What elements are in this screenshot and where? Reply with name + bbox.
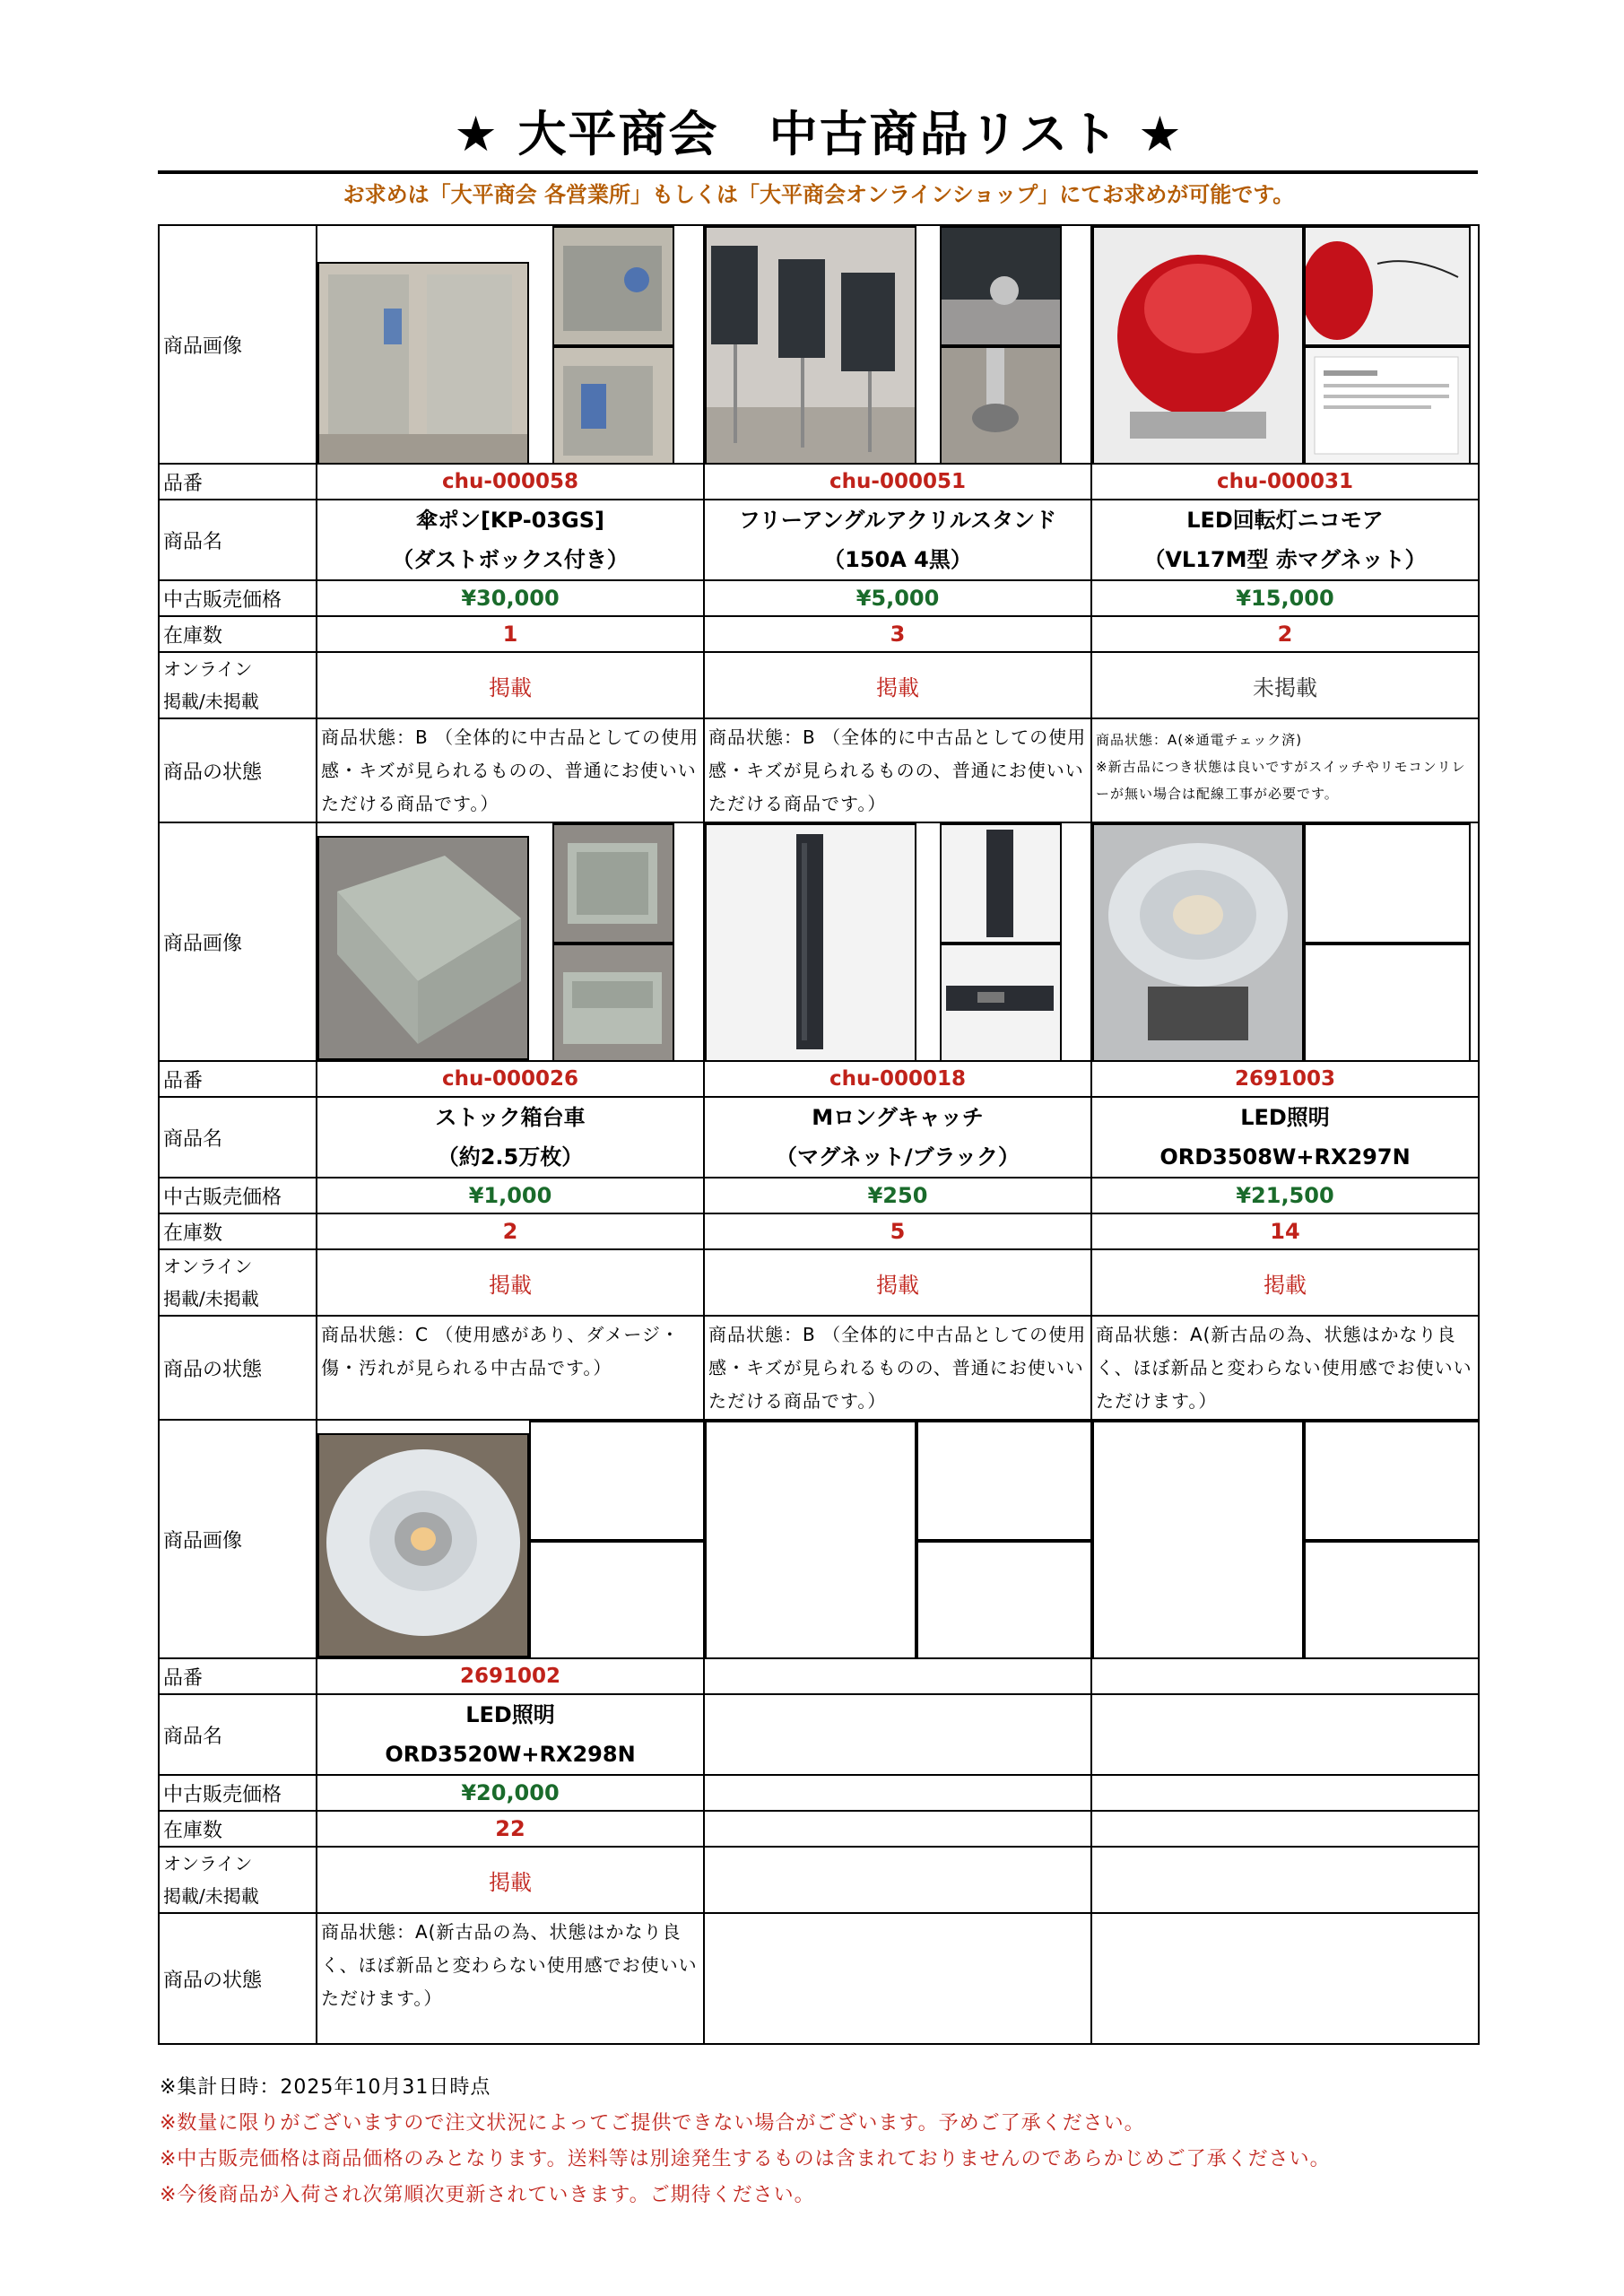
product-image-cell	[1091, 225, 1479, 464]
empty-cell	[1091, 1694, 1479, 1775]
empty-photo-sub2	[916, 1541, 1091, 1658]
empty-cell	[1091, 1847, 1479, 1913]
product-image-cell	[1091, 1420, 1479, 1658]
product-photo-sub2	[940, 346, 1062, 464]
product-stock: 5	[704, 1213, 1091, 1249]
label-online: オンライン 掲載/未掲載	[159, 652, 317, 718]
empty-photo-sub2	[1304, 1541, 1479, 1658]
product-photo-sub1	[1304, 226, 1471, 346]
product-photo-main	[317, 1433, 529, 1657]
note-quantity: ※数量に限りがございますので注文状況によってご提供できない場合がございます。予めご了承ください。	[160, 2112, 1145, 2135]
label-code: 品番	[159, 464, 317, 500]
label-online: オンライン 掲載/未掲載	[159, 1249, 317, 1316]
empty-cell	[1091, 1658, 1479, 1694]
product-photo-sub1	[940, 823, 1062, 944]
product-image-cell	[317, 822, 704, 1061]
product-photo-main	[317, 262, 529, 464]
label-price: 中古販売価格	[159, 580, 317, 616]
product-photo-sub1	[1304, 823, 1471, 944]
product-condition: 商品状態：B （全体的に中古品としての使用感・キズが見られるものの、普通にお使いいただける商品です。）	[704, 1316, 1091, 1420]
page-title: ★ 大平商会 中古商品リスト ★	[454, 106, 1184, 162]
product-price: ¥30,000	[317, 580, 704, 616]
label-code: 品番	[159, 1658, 317, 1694]
empty-photo-sub1	[916, 1421, 1091, 1541]
empty-cell	[704, 1847, 1091, 1913]
product-condition: 商品状態：A(新古品の為、状態はかなり良く、ほぼ新品と変わらない使用感でお使いいただけます。）	[1091, 1316, 1479, 1420]
product-name: ストック箱台車 （約2.5万枚）	[317, 1097, 704, 1178]
product-online-status: 掲載	[1091, 1249, 1479, 1316]
product-photo-sub1	[529, 1421, 704, 1541]
product-table	[158, 224, 1480, 2045]
label-price: 中古販売価格	[159, 1178, 317, 1213]
product-stock: 2	[317, 1213, 704, 1249]
empty-cell	[704, 1811, 1091, 1847]
product-photo-main	[705, 823, 916, 1061]
label-online: オンライン 掲載/未掲載	[159, 1847, 317, 1913]
label-stock: 在庫数	[159, 1811, 317, 1847]
product-photo-main	[1092, 226, 1304, 464]
label-stock: 在庫数	[159, 1213, 317, 1249]
product-photo-sub2	[552, 944, 674, 1061]
empty-photo-main	[705, 1421, 916, 1658]
product-name: LED照明 ORD3508W+RX297N	[1091, 1097, 1479, 1178]
empty-cell	[1091, 1811, 1479, 1847]
product-online-status: 未掲載	[1091, 652, 1479, 718]
product-photo-sub2	[529, 1541, 704, 1658]
product-price: ¥20,000	[317, 1775, 704, 1811]
label-condition: 商品の状態	[159, 1316, 317, 1420]
label-image: 商品画像	[159, 1420, 317, 1658]
empty-cell	[704, 1775, 1091, 1811]
label-stock: 在庫数	[159, 616, 317, 652]
product-image-cell	[1091, 822, 1479, 1061]
empty-cell	[704, 1913, 1091, 2044]
product-stock: 3	[704, 616, 1091, 652]
product-photo-sub2	[1304, 346, 1471, 464]
product-image-cell	[317, 225, 704, 464]
product-code: 2691003	[1091, 1061, 1479, 1097]
product-price: ¥1,000	[317, 1178, 704, 1213]
product-price: ¥250	[704, 1178, 1091, 1213]
product-photo-main	[705, 226, 916, 464]
product-photo-sub1	[940, 226, 1062, 346]
label-name: 商品名	[159, 1097, 317, 1178]
product-price: ¥5,000	[704, 580, 1091, 616]
label-name: 商品名	[159, 1694, 317, 1775]
note-update: ※今後商品が入荷され次第順次更新されていきます。ご期待ください。	[160, 2184, 815, 2206]
product-name: LED照明 ORD3520W+RX298N	[317, 1694, 704, 1775]
product-stock: 2	[1091, 616, 1479, 652]
product-condition: 商品状態：B （全体的に中古品としての使用感・キズが見られるものの、普通にお使いいただける商品です。）	[704, 718, 1091, 822]
label-price: 中古販売価格	[159, 1775, 317, 1811]
product-photo-sub2	[552, 346, 674, 464]
product-stock: 14	[1091, 1213, 1479, 1249]
product-condition: 商品状態：C （使用感があり、ダメージ・傷・汚れが見られる中古品です。）	[317, 1316, 704, 1420]
label-name: 商品名	[159, 500, 317, 580]
product-code: chu-000051	[704, 464, 1091, 500]
product-price: ¥15,000	[1091, 580, 1479, 616]
note-price: ※中古販売価格は商品価格のみとなります。送料等は別途発生するものは含まれておりませんのであらかじめご了承ください。	[160, 2148, 1331, 2170]
product-photo-main	[1092, 823, 1304, 1061]
product-photo-sub1	[552, 226, 674, 346]
product-photo-sub2	[1304, 944, 1471, 1061]
product-name: LED回転灯ニコモア （VL17M型 赤マグネット）	[1091, 500, 1479, 580]
product-condition: 商品状態：A(※通電チェック済) ※新古品につき状態は良いですがスイッチやリモコンリレーが無い場合は配線工事が必要です。	[1091, 718, 1479, 822]
title-rule	[158, 170, 1478, 174]
label-image: 商品画像	[159, 225, 317, 464]
product-online-status: 掲載	[317, 1847, 704, 1913]
product-stock: 22	[317, 1811, 704, 1847]
product-code: chu-000018	[704, 1061, 1091, 1097]
empty-cell	[704, 1694, 1091, 1775]
product-condition: 商品状態：A(新古品の為、状態はかなり良く、ほぼ新品と変わらない使用感でお使いいただけます。）	[317, 1913, 704, 2044]
label-condition: 商品の状態	[159, 1913, 317, 2044]
product-image-cell	[704, 1420, 1091, 1658]
empty-cell	[704, 1658, 1091, 1694]
product-code: chu-000058	[317, 464, 704, 500]
product-online-status: 掲載	[317, 1249, 704, 1316]
product-photo-sub1	[552, 823, 674, 944]
notes	[160, 2070, 1478, 2213]
empty-cell	[1091, 1913, 1479, 2044]
product-photo-main	[317, 836, 529, 1060]
subtitle: お求めは「大平商会 各営業所」もしくは「大平商会オンラインショップ」にてお求めが可能です。	[343, 182, 1295, 207]
empty-photo-sub1	[1304, 1421, 1479, 1541]
empty-cell	[1091, 1775, 1479, 1811]
label-code: 品番	[159, 1061, 317, 1097]
product-image-cell	[317, 1420, 704, 1658]
product-photo-sub2	[940, 944, 1062, 1061]
label-condition: 商品の状態	[159, 718, 317, 822]
product-name: フリーアングルアクリルスタンド （150A 4黒）	[704, 500, 1091, 580]
product-online-status: 掲載	[317, 652, 704, 718]
note-date: ※集計日時：2025年10月31日時点	[160, 2076, 491, 2099]
product-online-status: 掲載	[704, 1249, 1091, 1316]
product-image-cell	[704, 225, 1091, 464]
empty-photo-main	[1092, 1421, 1304, 1658]
product-name: 傘ポン[KP-03GS] （ダストボックス付き）	[317, 500, 704, 580]
product-stock: 1	[317, 616, 704, 652]
product-code: 2691002	[317, 1658, 704, 1694]
product-code: chu-000031	[1091, 464, 1479, 500]
label-image: 商品画像	[159, 822, 317, 1061]
product-condition: 商品状態：B （全体的に中古品としての使用感・キズが見られるものの、普通にお使いいただける商品です。）	[317, 718, 704, 822]
product-price: ¥21,500	[1091, 1178, 1479, 1213]
product-code: chu-000026	[317, 1061, 704, 1097]
product-image-cell	[704, 822, 1091, 1061]
product-online-status: 掲載	[704, 652, 1091, 718]
product-name: Mロングキャッチ （マグネット/ブラック）	[704, 1097, 1091, 1178]
